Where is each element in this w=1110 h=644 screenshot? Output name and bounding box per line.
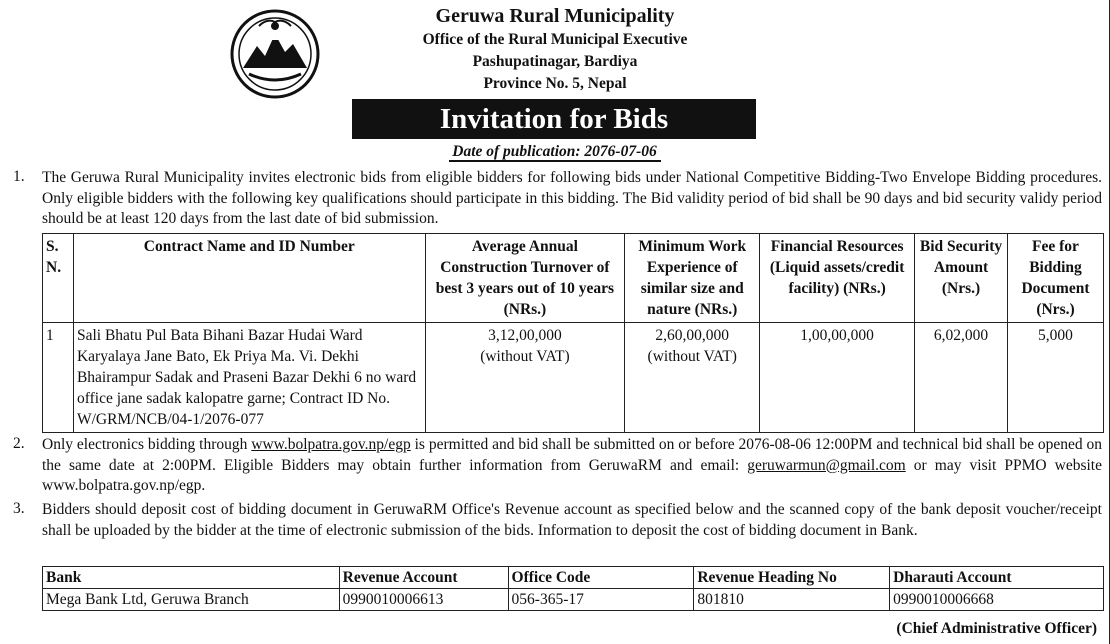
col-header-financial: Financial Resources (Liquid assets/credit facility) (NRs.) <box>760 234 915 323</box>
email-link[interactable]: geruwarmun@gmail.com <box>747 456 906 474</box>
table-row <box>43 589 1104 611</box>
cell-sn: 1 <box>43 323 74 433</box>
col-header-contract: Contract Name and ID Number <box>73 234 425 323</box>
cell-revenue-heading: 801810 <box>694 589 890 611</box>
col-header-sn: S. N. <box>43 234 74 323</box>
cell-turnover <box>425 323 625 433</box>
item-2-text-b: is permitted and bid shall be submitted on or before 2076-08-06 12:00PM and technical bid shall be opened on the same date at 2:00PM. Eligible Bidders may obtain further information from GeruwaRM and email: <box>42 436 1102 474</box>
item-2-text-a: Only electronics bidding through <box>42 436 252 453</box>
cell-office-code: 056-365-17 <box>508 589 694 611</box>
experience-note: (without VAT) <box>647 348 737 365</box>
col-header-turnover: Average Annual Construction Turnover of best 3 years out of 10 years (NRs.) <box>425 234 625 323</box>
cell-fee: 5,000 <box>1007 323 1103 433</box>
province: Province No. 5, Nepal <box>483 75 627 92</box>
bank-table <box>42 566 1104 611</box>
item-2-text-c: or may visit PPMO website www.bolpatra.gov.np/egp. <box>42 456 1102 494</box>
col-header-security: Bid Security Amount (Nrs.) <box>915 234 1008 323</box>
col-header-office-code: Office Code <box>508 567 694 589</box>
cell-contract: Sali Bhatu Pul Bata Bihani Bazar Hudai Ward Karyalaya Jane Bato, Ek Priya Ma. Vi. Dekhi Bhairampur Sadak and Praseni Bazar Dekhi 6 no ward office jane sadak kalopatre garne; Contract ID No. W/GRM/NCB/04-1/2076-077 <box>73 323 425 433</box>
office-name: Office of the Rural Municipal Executive <box>422 31 688 48</box>
publication-date: Date of publication: 2076-07-06 <box>0 143 1110 161</box>
cell-dharauti-account: 0990010006668 <box>890 589 1104 611</box>
office-address: Pashupatinagar, Bardiya <box>472 53 638 70</box>
cell-revenue-account: 0990010006613 <box>339 589 508 611</box>
col-header-revenue-account: Revenue Account <box>339 567 508 589</box>
table-header-row <box>43 234 1104 323</box>
item-1-text: The Geruwa Rural Municipality invites electronic bids from eligible bidders for following bids under National Competitive Bidding-Two Envelope Bidding procedures. Only eligible bidders with the following key qualifications should participate in this bidding. The Bid validity period of bid shall be 90 days and bid security validy period should be at least 120 days from the last date of bid submission. <box>42 169 1102 227</box>
page-title: Invitation for Bids <box>352 99 756 139</box>
item-3-text: Bidders should deposit cost of bidding document in GeruwaRM Office's Revenue account as specified below and the scanned copy of the bank deposit voucher/receipt shall be uploaded by the bidder at the time of electronic submission of the bids. Information to deposit the cost of bidding document in Bank. <box>42 501 1102 539</box>
cell-experience <box>625 323 760 433</box>
col-header-dharauti-account: Dharauti Account <box>890 567 1104 589</box>
bolpatra-link[interactable]: www.bolpatra.gov.np/egp <box>251 436 411 453</box>
table-row <box>43 323 1104 433</box>
table-header-row <box>43 567 1104 589</box>
cell-security: 6,02,000 <box>915 323 1008 433</box>
item-number: 1. <box>13 168 25 185</box>
signature: (Chief Administrative Officer) <box>896 620 1097 637</box>
cell-bank: Mega Bank Ltd, Geruwa Branch <box>43 589 340 611</box>
turnover-note: (without VAT) <box>480 348 570 365</box>
col-header-bank: Bank <box>43 567 340 589</box>
experience-value: 2,60,00,000 <box>655 327 730 344</box>
col-header-experience: Minimum Work Experience of similar size and nature (NRs.) <box>625 234 760 323</box>
col-header-fee: Fee for Bidding Document (Nrs.) <box>1007 234 1103 323</box>
item-2-text <box>42 435 1102 497</box>
cell-financial: 1,00,00,000 <box>760 323 915 433</box>
turnover-value: 3,12,00,000 <box>488 327 562 344</box>
col-header-revenue-heading: Revenue Heading No <box>694 567 890 589</box>
item-number: 2. <box>13 435 25 452</box>
bid-table <box>42 233 1104 433</box>
item-number: 3. <box>13 500 25 517</box>
org-name: Geruwa Rural Municipality <box>435 5 675 27</box>
